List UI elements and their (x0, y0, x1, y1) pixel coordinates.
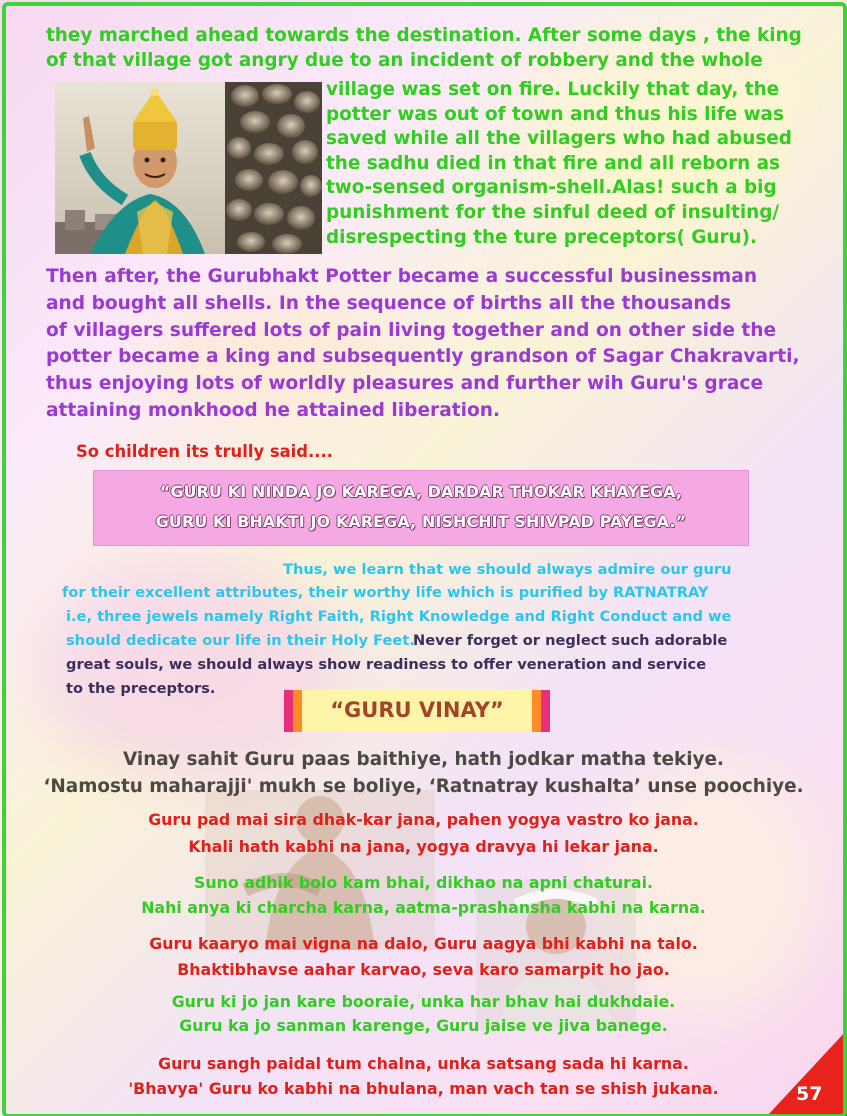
lesson-line: for their excellent attributes, their worthy life which is purified by RATNATRAY (62, 584, 709, 601)
stanza-line: Guru pad mai sira dhak-kar jana, pahen yogya vastro ko jana. (148, 810, 699, 829)
quote-line: “GURU KI NINDA JO KAREGA, DARDAR THOKAR KHAYEGA, (159, 482, 683, 501)
stanza-line: Guru kaaryo mai vigna na dalo, Guru aagya bhi kabhi na talo. (149, 934, 698, 953)
text-line: two-sensed organism-shell.Alas! such a big (326, 177, 777, 199)
text-line: Then after, the Gurubhakt Potter became a successful businessman (46, 266, 758, 287)
stanza-line: Guru ki jo jan kare booraie, unka har bhav hai dukhdaie. (171, 992, 676, 1011)
poem-head-line: Vinay sahit Guru paas baithiye, hath jodkar matha tekiye. (122, 749, 724, 770)
text-line: and bought all shells. In the sequence of births all the thousands (46, 292, 732, 314)
page-number: 57 (796, 1083, 823, 1105)
lesson-line: Thus, we learn that we should always admire our guru (283, 561, 732, 578)
stanza-line: 'Bhavya' Guru ko kabhi na bhulana, man vach tan se shish jukana. (128, 1079, 719, 1098)
paragraph-2 (46, 264, 800, 425)
text-line: potter was out of town and thus his life was (326, 103, 784, 125)
text-line: potter became a king and subsequently grandson of Sagar Chakravarti, (46, 346, 800, 368)
lesson-line: to the preceptors. (66, 680, 216, 697)
lesson-line: Never forget or neglect such adorable (413, 632, 728, 649)
text-line: of that village got angry due to an incident of robbery and the whole (46, 49, 763, 71)
text-line: disrespecting the ture preceptors( Guru). (326, 226, 758, 248)
section-title-banner (284, 690, 550, 732)
text-line: village was set on fire. Luckily that day, the (326, 79, 780, 100)
stanza-line: Nahi anya ki charcha karna, aatma-prashansha kabhi na karna. (141, 898, 706, 917)
text-line: thus enjoying lots of worldly pleasures and further wih Guru's grace (46, 373, 764, 395)
quote-line: GURU KI BHAKTI JO KAREGA, NISHCHIT SHIVPAD PAYEGA.” (155, 512, 687, 531)
text-line: the sadhu died in that fire and all reborn as (326, 152, 780, 174)
section-title: “GURU VINAY” (330, 698, 504, 722)
lesson-line: should dedicate our life in their Holy Feet. (66, 632, 415, 649)
text-line: of villagers suffered lots of pain living together and on other side the (46, 319, 777, 341)
text-line: saved while all the villagers who had abused (326, 128, 792, 150)
paragraph-1-top (46, 24, 802, 73)
lesson-line: i.e, three jewels namely Right Faith, Right Knowledge and Right Conduct and we (66, 608, 732, 625)
quote-box (93, 470, 749, 546)
paragraph-1-wrapped (326, 78, 792, 250)
poem-head-line: ‘Namostu maharajji' mukh se boliye, ‘Ratnatray kushalta’ unse poochiye. (43, 776, 804, 797)
text-line: they marched ahead towards the destination. After some days , the king (46, 25, 802, 46)
stanza-line: Guru ka jo sanman karenge, Guru jaise ve jiva banege. (179, 1016, 668, 1035)
text-line: punishment for the sinful deed of insulting/ (326, 201, 780, 223)
stanza-line: Suno adhik bolo kam bhai, dikhao na apni chaturai. (194, 873, 653, 892)
stanza-line: Khali hath kabhi na jana, yogya dravya hi lekar jana. (188, 837, 659, 856)
text-line: attaining monkhood he attained liberation. (46, 399, 501, 421)
lesson-line: great souls, we should always show readiness to offer veneration and service (66, 656, 707, 673)
stanza-line: Bhaktibhavse aahar karvao, seva karo samarpit ho jao. (177, 960, 670, 979)
stanza-line: Guru sangh paidal tum chalna, unka satsang sada hi karna. (158, 1054, 689, 1073)
king-and-shells-illustration (55, 82, 322, 254)
intro-text: So children its trully said.... (76, 442, 333, 461)
